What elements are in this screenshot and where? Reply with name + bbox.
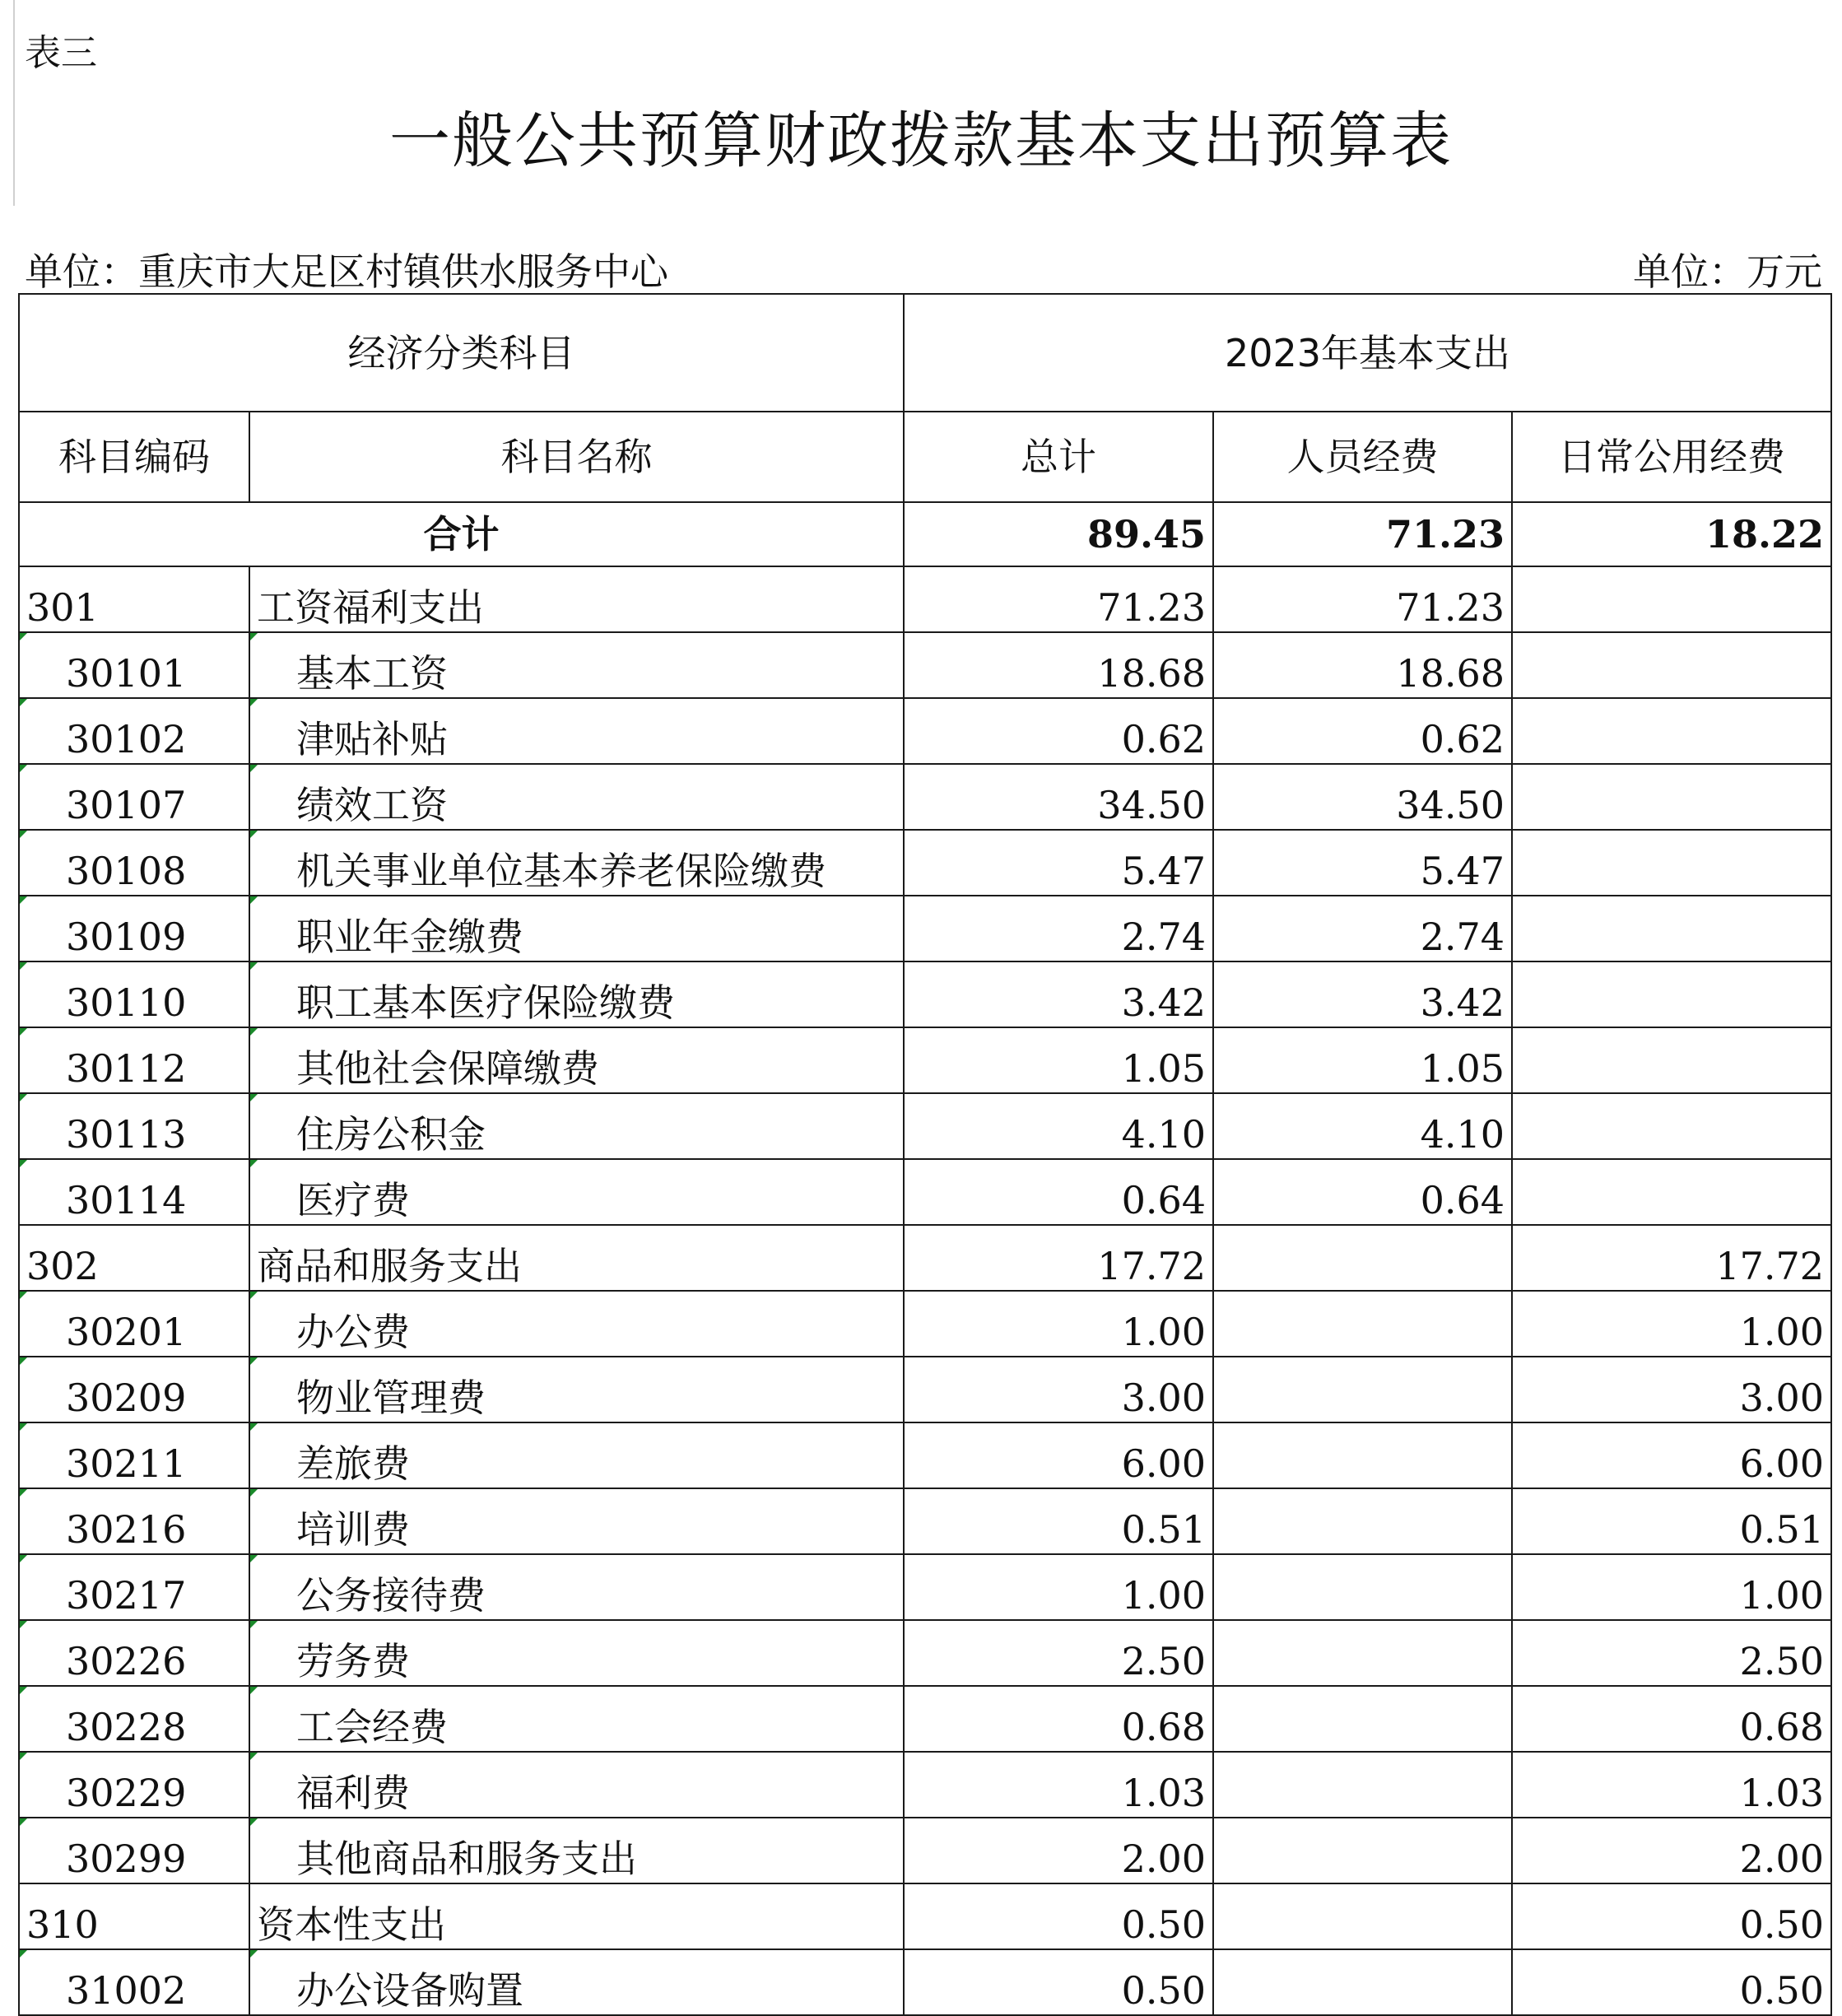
row-public — [1512, 566, 1831, 632]
header-total: 总计 — [904, 412, 1213, 502]
row-subject-name — [249, 1093, 904, 1159]
row-subject-name — [249, 1752, 904, 1818]
table-row — [19, 1818, 1831, 1883]
row-public — [1512, 1027, 1831, 1093]
row-subject-name-text: 办公费 — [296, 1310, 410, 1354]
row-subject-code — [19, 1291, 249, 1357]
row-subject-code — [19, 632, 249, 698]
cell-marker-icon — [250, 1423, 258, 1431]
row-public: 1.00 — [1512, 1554, 1831, 1620]
cell-marker-icon — [20, 1160, 27, 1167]
header-basic-expenditure: 2023年基本支出 — [904, 294, 1831, 412]
row-personnel — [1213, 1752, 1512, 1818]
row-subject-name-text: 职工基本医疗保险缴费 — [296, 980, 675, 1025]
row-subject-name-text: 差旅费 — [296, 1441, 410, 1486]
cell-marker-icon — [250, 699, 258, 706]
table-row — [19, 1554, 1831, 1620]
row-subject-name-text: 住房公积金 — [296, 1112, 486, 1157]
cell-marker-icon — [20, 1489, 27, 1497]
row-personnel — [1213, 1357, 1512, 1422]
row-subject-name-text: 医疗费 — [296, 1178, 410, 1222]
row-personnel — [1213, 1291, 1512, 1357]
row-public: 1.00 — [1512, 1291, 1831, 1357]
cell-marker-icon — [250, 1292, 258, 1299]
cell-marker-icon — [20, 1555, 27, 1562]
row-subject-code — [19, 764, 249, 830]
row-subject-code: 310 — [19, 1883, 249, 1949]
table-row — [19, 1159, 1831, 1225]
row-subject-name — [249, 1620, 904, 1686]
row-subject-name — [249, 961, 904, 1027]
row-subject-code-text: 30201 — [66, 1310, 187, 1354]
header-subject-name: 科目名称 — [249, 412, 904, 502]
total-amount: 89.45 — [904, 502, 1213, 566]
row-personnel: 34.50 — [1213, 764, 1512, 830]
row-subject-code — [19, 1949, 249, 2015]
row-subject-code-text: 30112 — [66, 1046, 187, 1091]
row-subject-code: 302 — [19, 1225, 249, 1291]
row-subject-name-text: 绩效工资 — [296, 783, 448, 827]
budget-table — [18, 293, 1832, 2016]
row-subject-name — [249, 1686, 904, 1752]
cell-marker-icon — [20, 896, 27, 904]
row-subject-code-text: 30101 — [66, 651, 187, 696]
row-public — [1512, 961, 1831, 1027]
row-subject-code-text: 30217 — [66, 1573, 187, 1618]
row-subject-name — [249, 698, 904, 764]
row-subject-code-text: 30299 — [66, 1837, 187, 1881]
row-public — [1512, 1093, 1831, 1159]
row-subject-name-text: 工会经费 — [296, 1705, 448, 1749]
row-subject-name — [249, 1818, 904, 1883]
row-subject-name — [249, 1554, 904, 1620]
row-personnel — [1213, 1949, 1512, 2015]
header-row-columns — [19, 412, 1831, 502]
row-subject-name-text: 办公设备购置 — [296, 1968, 523, 2013]
row-public — [1512, 1159, 1831, 1225]
cell-marker-icon — [20, 633, 27, 640]
row-personnel — [1213, 1818, 1512, 1883]
table-row — [19, 1949, 1831, 2015]
cell-marker-icon — [250, 962, 258, 970]
row-public: 2.50 — [1512, 1620, 1831, 1686]
row-subject-code — [19, 1159, 249, 1225]
row-subject-name: 资本性支出 — [249, 1883, 904, 1949]
row-subject-name — [249, 632, 904, 698]
cell-marker-icon — [20, 1094, 27, 1101]
row-subject-name: 商品和服务支出 — [249, 1225, 904, 1291]
row-personnel — [1213, 1422, 1512, 1488]
row-public: 0.51 — [1512, 1488, 1831, 1554]
total-personnel: 71.23 — [1213, 502, 1512, 566]
table-row — [19, 1752, 1831, 1818]
row-subject-name-text: 基本工资 — [296, 651, 448, 696]
row-total: 17.72 — [904, 1225, 1213, 1291]
cell-marker-icon — [250, 896, 258, 904]
header-personnel-expense: 人员经费 — [1213, 412, 1512, 502]
table-row — [19, 566, 1831, 632]
row-subject-code — [19, 1752, 249, 1818]
row-personnel: 71.23 — [1213, 566, 1512, 632]
row-public — [1512, 896, 1831, 961]
header-public-expense: 日常公用经费 — [1512, 412, 1831, 502]
row-subject-code — [19, 1422, 249, 1488]
row-total: 18.68 — [904, 632, 1213, 698]
row-total: 4.10 — [904, 1093, 1213, 1159]
table-row — [19, 1488, 1831, 1554]
row-subject-code — [19, 961, 249, 1027]
row-subject-code-text: 30226 — [66, 1639, 187, 1683]
row-subject-code-text: 30109 — [66, 915, 187, 959]
row-subject-code — [19, 1554, 249, 1620]
total-label: 合计 — [19, 502, 904, 566]
cell-marker-icon — [250, 1094, 258, 1101]
cell-marker-icon — [20, 1818, 27, 1826]
row-total: 71.23 — [904, 566, 1213, 632]
cell-marker-icon — [20, 1950, 27, 1958]
cell-marker-icon — [250, 1950, 258, 1958]
row-total: 0.50 — [904, 1883, 1213, 1949]
row-subject-code-text: 30110 — [66, 980, 187, 1025]
row-subject-name-text: 福利费 — [296, 1771, 410, 1815]
row-subject-name-text: 机关事业单位基本养老保险缴费 — [296, 849, 826, 893]
row-public: 0.68 — [1512, 1686, 1831, 1752]
total-row — [19, 502, 1831, 566]
cell-marker-icon — [250, 1555, 258, 1562]
row-total: 3.00 — [904, 1357, 1213, 1422]
table-row — [19, 1883, 1831, 1949]
row-subject-name-text: 物业管理费 — [296, 1376, 486, 1420]
row-subject-code: 301 — [19, 566, 249, 632]
cell-marker-icon — [250, 1687, 258, 1694]
unit-currency: 单位：万元 — [1633, 249, 1822, 294]
total-public: 18.22 — [1512, 502, 1831, 566]
row-subject-code — [19, 1488, 249, 1554]
row-subject-name-text: 公务接待费 — [296, 1573, 486, 1618]
row-total: 2.74 — [904, 896, 1213, 961]
row-personnel — [1213, 1686, 1512, 1752]
row-subject-code-text: 30211 — [66, 1441, 187, 1486]
row-subject-code-text: 30114 — [66, 1178, 187, 1222]
row-subject-name-text: 劳务费 — [296, 1639, 410, 1683]
row-subject-code — [19, 1093, 249, 1159]
row-public: 0.50 — [1512, 1883, 1831, 1949]
row-subject-name: 工资福利支出 — [249, 566, 904, 632]
cell-marker-icon — [20, 1753, 27, 1760]
row-subject-name — [249, 1357, 904, 1422]
row-subject-name — [249, 896, 904, 961]
cell-marker-icon — [20, 1621, 27, 1628]
row-personnel — [1213, 1554, 1512, 1620]
row-subject-code-text: 30228 — [66, 1705, 187, 1749]
row-subject-code-text: 30107 — [66, 783, 187, 827]
row-subject-name-text: 其他社会保障缴费 — [296, 1046, 599, 1091]
table-row — [19, 1357, 1831, 1422]
row-total: 6.00 — [904, 1422, 1213, 1488]
table-row — [19, 961, 1831, 1027]
table-row — [19, 632, 1831, 698]
row-subject-name — [249, 1488, 904, 1554]
row-subject-code — [19, 830, 249, 896]
row-personnel: 0.64 — [1213, 1159, 1512, 1225]
row-public — [1512, 632, 1831, 698]
table-row — [19, 1620, 1831, 1686]
row-subject-name-text: 津贴补贴 — [296, 717, 448, 761]
header-economic-classification: 经济分类科目 — [19, 294, 904, 412]
row-total: 1.03 — [904, 1752, 1213, 1818]
cell-marker-icon — [20, 1423, 27, 1431]
row-subject-code-text: 30113 — [66, 1112, 187, 1157]
row-personnel: 0.62 — [1213, 698, 1512, 764]
row-subject-name — [249, 830, 904, 896]
row-subject-code — [19, 1357, 249, 1422]
cell-marker-icon — [250, 633, 258, 640]
cell-marker-icon — [20, 1028, 27, 1036]
row-subject-code-text: 30108 — [66, 849, 187, 893]
cell-marker-icon — [250, 1621, 258, 1628]
row-personnel — [1213, 1488, 1512, 1554]
row-subject-name-text: 培训费 — [296, 1507, 410, 1552]
row-public — [1512, 764, 1831, 830]
table-row — [19, 698, 1831, 764]
row-personnel — [1213, 1883, 1512, 1949]
table-row — [19, 1686, 1831, 1752]
cell-marker-icon — [250, 1028, 258, 1036]
row-subject-name-text: 职业年金缴费 — [296, 915, 523, 959]
row-total: 2.50 — [904, 1620, 1213, 1686]
header-row-group — [19, 294, 1831, 412]
row-public: 2.00 — [1512, 1818, 1831, 1883]
cell-marker-icon — [250, 1753, 258, 1760]
cell-marker-icon — [20, 765, 27, 772]
row-subject-name — [249, 1027, 904, 1093]
row-public: 3.00 — [1512, 1357, 1831, 1422]
table-row — [19, 764, 1831, 830]
row-total: 3.42 — [904, 961, 1213, 1027]
cell-marker-icon — [20, 831, 27, 838]
row-subject-name — [249, 1291, 904, 1357]
cell-marker-icon — [20, 699, 27, 706]
row-subject-name-text: 其他商品和服务支出 — [296, 1837, 637, 1881]
row-personnel — [1213, 1225, 1512, 1291]
table-row — [19, 1291, 1831, 1357]
row-subject-code-text: 30209 — [66, 1376, 187, 1420]
row-subject-code — [19, 1620, 249, 1686]
cell-marker-icon — [20, 1687, 27, 1694]
row-subject-name — [249, 1159, 904, 1225]
cell-marker-icon — [250, 1357, 258, 1365]
row-total: 2.00 — [904, 1818, 1213, 1883]
unit-organization: 单位：重庆市大足区村镇供水服务中心 — [25, 249, 668, 294]
row-subject-code-text: 30216 — [66, 1507, 187, 1552]
row-public: 1.03 — [1512, 1752, 1831, 1818]
row-subject-code — [19, 698, 249, 764]
row-public — [1512, 830, 1831, 896]
cell-marker-icon — [20, 1357, 27, 1365]
row-public: 17.72 — [1512, 1225, 1831, 1291]
row-total: 0.51 — [904, 1488, 1213, 1554]
row-total: 0.64 — [904, 1159, 1213, 1225]
row-personnel: 5.47 — [1213, 830, 1512, 896]
cell-marker-icon — [250, 1489, 258, 1497]
cell-marker-icon — [250, 1818, 258, 1826]
row-subject-code — [19, 1686, 249, 1752]
table-row — [19, 1225, 1831, 1291]
row-total: 0.68 — [904, 1686, 1213, 1752]
table-row — [19, 1422, 1831, 1488]
row-personnel — [1213, 1620, 1512, 1686]
row-subject-name — [249, 764, 904, 830]
row-personnel: 4.10 — [1213, 1093, 1512, 1159]
budget-table-body — [19, 294, 1831, 2015]
row-total: 1.00 — [904, 1291, 1213, 1357]
row-total: 0.62 — [904, 698, 1213, 764]
page-title: 一般公共预算财政拨款基本支出预算表 — [389, 105, 1453, 176]
row-subject-code-text: 30229 — [66, 1771, 187, 1815]
row-personnel: 18.68 — [1213, 632, 1512, 698]
row-total: 1.05 — [904, 1027, 1213, 1093]
cell-marker-icon — [250, 831, 258, 838]
row-public — [1512, 698, 1831, 764]
row-subject-name — [249, 1422, 904, 1488]
row-public: 6.00 — [1512, 1422, 1831, 1488]
row-personnel: 3.42 — [1213, 961, 1512, 1027]
table-row — [19, 896, 1831, 961]
row-subject-name — [249, 1949, 904, 2015]
row-subject-code — [19, 1818, 249, 1883]
table-label: 表三 — [25, 32, 97, 74]
cell-marker-icon — [20, 962, 27, 970]
row-total: 34.50 — [904, 764, 1213, 830]
table-row — [19, 1027, 1831, 1093]
row-total: 1.00 — [904, 1554, 1213, 1620]
row-total: 5.47 — [904, 830, 1213, 896]
row-subject-code — [19, 896, 249, 961]
row-subject-code — [19, 1027, 249, 1093]
table-row — [19, 1093, 1831, 1159]
cell-marker-icon — [250, 765, 258, 772]
cell-marker-icon — [20, 1292, 27, 1299]
row-subject-code-text: 30102 — [66, 717, 187, 761]
row-personnel: 1.05 — [1213, 1027, 1512, 1093]
row-public: 0.50 — [1512, 1949, 1831, 2015]
row-personnel: 2.74 — [1213, 896, 1512, 961]
cell-marker-icon — [250, 1160, 258, 1167]
table-row — [19, 830, 1831, 896]
row-subject-code-text: 31002 — [66, 1968, 187, 2013]
header-subject-code: 科目编码 — [19, 412, 249, 502]
row-total: 0.50 — [904, 1949, 1213, 2015]
